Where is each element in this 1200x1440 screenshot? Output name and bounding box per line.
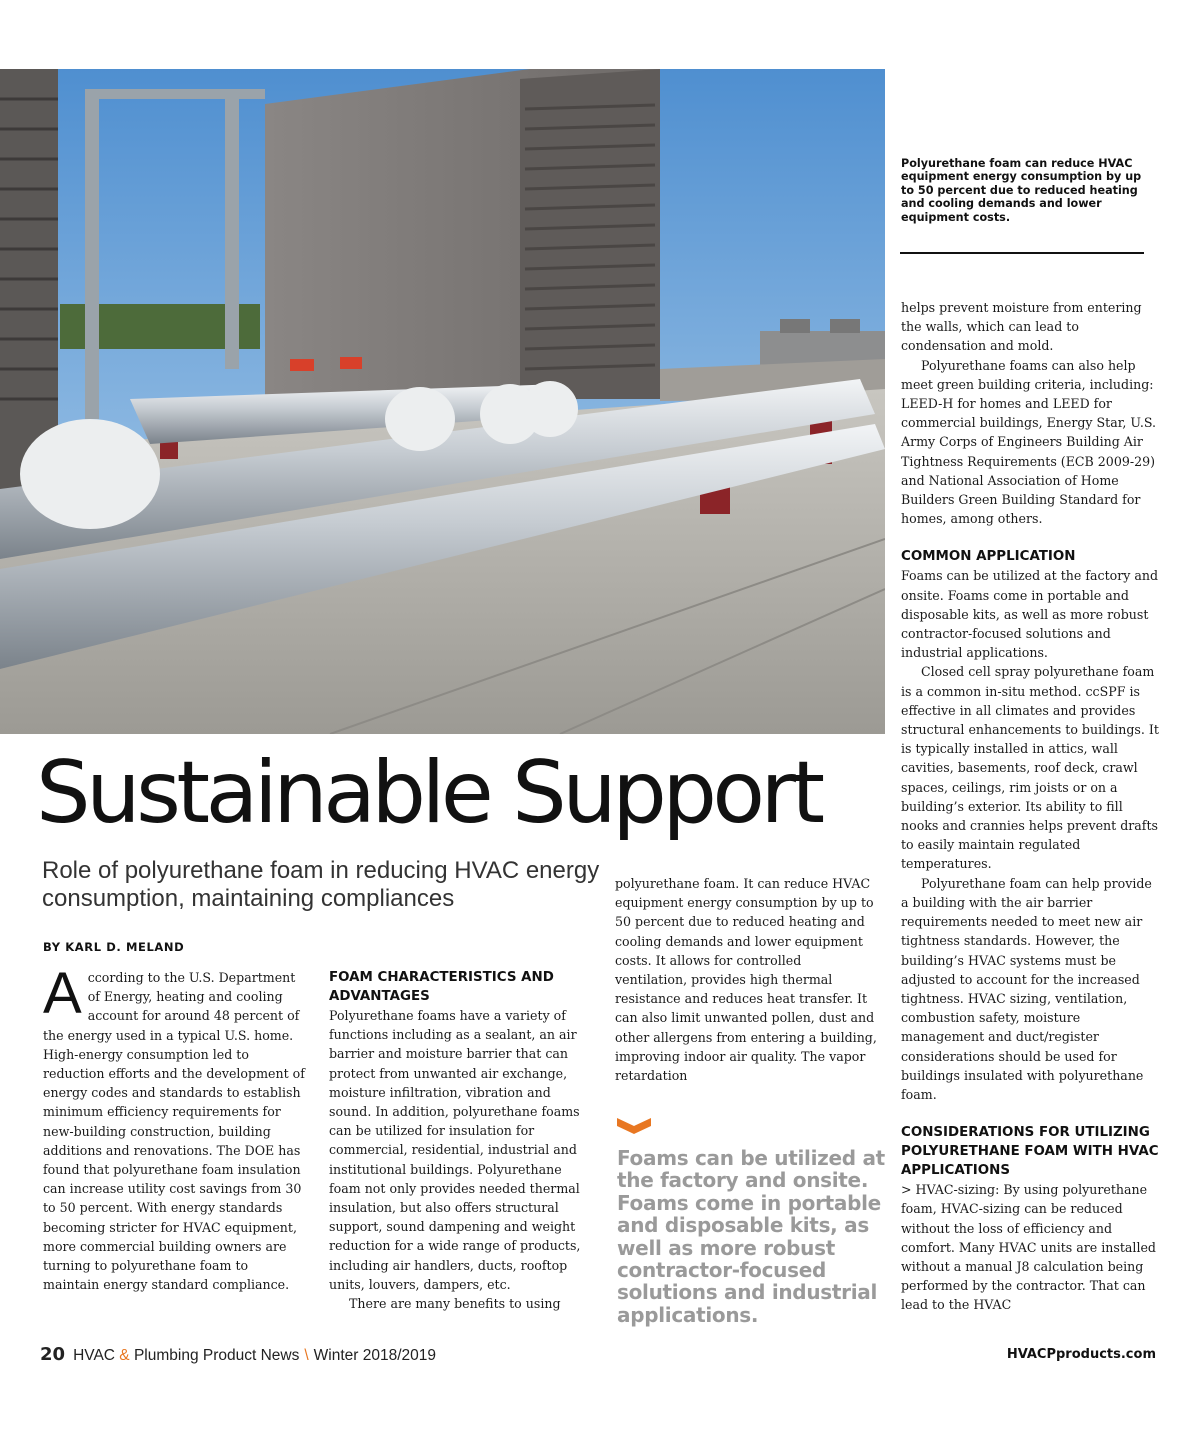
intro-paragraph <box>43 961 305 1294</box>
intro-text: ccording to the U.S. Department of Energy, heating and cooling account for around 48 percent of the energy used in a typical U.S. home. High-energy consumption led to reduction efforts and the development of energy codes and standards to establish minimum efficiency requirements for new-building construction, building additions and renovations. The DOE has found that polyurethane foam insulation can increase utility cost savings from 30 to 50 percent. With energy standards becoming stricter for HVAC equipment, more commercial building owners are turning to polyurethane foam to maintain energy standard compliance. <box>43 970 305 1293</box>
article-column-1 <box>43 961 305 1294</box>
hero-photo <box>0 69 885 734</box>
body-paragraph: Foams can be utilized at the factory and onsite. Foams come in portable and disposable kits, as well as more robust contractor-focused solutions and industrial applications. <box>901 568 1159 661</box>
pull-quote: Foams can be utilized at the factory and onsite. Foams come in portable and disposable kits, as well as more robust contractor-focused solutions and industrial applications. <box>617 1146 885 1327</box>
section-heading-considerations: CONSIDERATIONS FOR UTILIZING POLYURETHANE FOAM WITH HVAC APPLICATIONS <box>901 1125 1159 1179</box>
publication-name-part2: Plumbing Product News <box>129 1347 300 1364</box>
photo-caption: Polyurethane foam can reduce HVAC equipment energy consumption by up to 50 percent due to reduced heating and cooling demands and lower equipment costs. <box>901 157 1142 224</box>
rooftop-hvac-illustration <box>0 69 885 734</box>
website-link[interactable]: HVACPproducts.com <box>1006 1347 1156 1362</box>
body-paragraph: helps prevent moisture from entering the walls, which can lead to condensation and mold. <box>901 300 1142 354</box>
body-paragraph: polyurethane foam. It can reduce HVAC equipment energy consumption by up to 50 percent due to reduced heating and cooling demands and lower equipment costs. It allows for controlled ventilation, provides high thermal resistance and reduces heat transfer. It can also limit unwanted pollen, dust and other allergens from entering a building, improving indoor air quality. The vapor retardation <box>615 876 877 1084</box>
subheadline: Role of polyurethane foam in reducing HVAC energy consumption, maintaining compliances <box>42 857 600 912</box>
article-column-3 <box>615 874 877 1085</box>
issue-date: Winter 2018/2019 <box>313 1347 437 1364</box>
body-paragraph: There are many benefits to using <box>349 1296 561 1312</box>
byline: BY KARL D. MELAND <box>43 940 185 954</box>
publication-name <box>73 1347 299 1364</box>
section-heading-foam-characteristics: FOAM CHARACTERISTICS AND ADVANTAGES <box>329 970 554 1004</box>
body-paragraph: Polyurethane foams can also help meet green building criteria, including: LEED-H for homes and LEED for commercial buildings, Energy Star, U.S. Army Corps of Engineers Building Air Tightness Requirements (ECB 2009-29) and National Association of Home Builders Green Building Standard for homes, among others. <box>901 357 1157 527</box>
footer-separator: \ <box>304 1347 309 1364</box>
caption-divider <box>900 252 1144 254</box>
body-paragraph: Polyurethane foam can help provide a building with the air barrier requirements needed to meet new air tightness standards. However, the building’s HVAC systems must be adjusted to account for the increased tightness. HVAC sizing, ventilation, combustion safety, moisture management and duct/register considerations should be used for buildings insulated with polyurethane foam. <box>901 875 1152 1102</box>
page-title: Sustainable Support <box>36 743 821 843</box>
body-paragraph: Polyurethane foams have a variety of functions including as a sealant, an air barrier and moisture barrier that can protect from unwanted air exchange, moisture infiltration, vibration and sound. In addition, polyurethane foams can be utilized for insulation for commercial, residential, industrial and institutional buildings. Polyurethane foam not only provides needed thermal insulation, but also offers structural support, sound dampening and weight reduction for a wide range of products, including air handlers, ducts, rooftop units, louvers, dampers, etc. <box>329 1008 581 1292</box>
publication-ampersand: & <box>119 1347 130 1364</box>
page-footer <box>40 1344 436 1365</box>
page-number: 20 <box>40 1344 66 1365</box>
body-paragraph: > HVAC-sizing: By using polyurethane foam, HVAC-sizing can be reduced without the loss of efficiency and comfort. Many HVAC units are installed without a manual J8 calculation being performed by the contractor. That can lead to the HVAC <box>901 1182 1156 1313</box>
body-paragraph: Closed cell spray polyurethane foam is a common in-situ method. ccSPF is effective in all climates and provides structural enhancements to buildings. It is typically installed in attics, wall cavities, basements, roof deck, crawl spaces, ceilings, rim joists or on a building’s exterior. Its ability to fill nooks and crannies helps prevent drafts to easily maintain regulated temperatures. <box>901 664 1159 872</box>
section-heading-common-application: COMMON APPLICATION <box>901 549 1076 565</box>
chevron-down-icon <box>617 1118 651 1134</box>
publication-name-part1: HVAC <box>73 1347 120 1364</box>
drop-cap: A <box>43 961 82 1026</box>
article-column-4 <box>901 298 1159 1315</box>
article-column-2 <box>329 968 591 1313</box>
